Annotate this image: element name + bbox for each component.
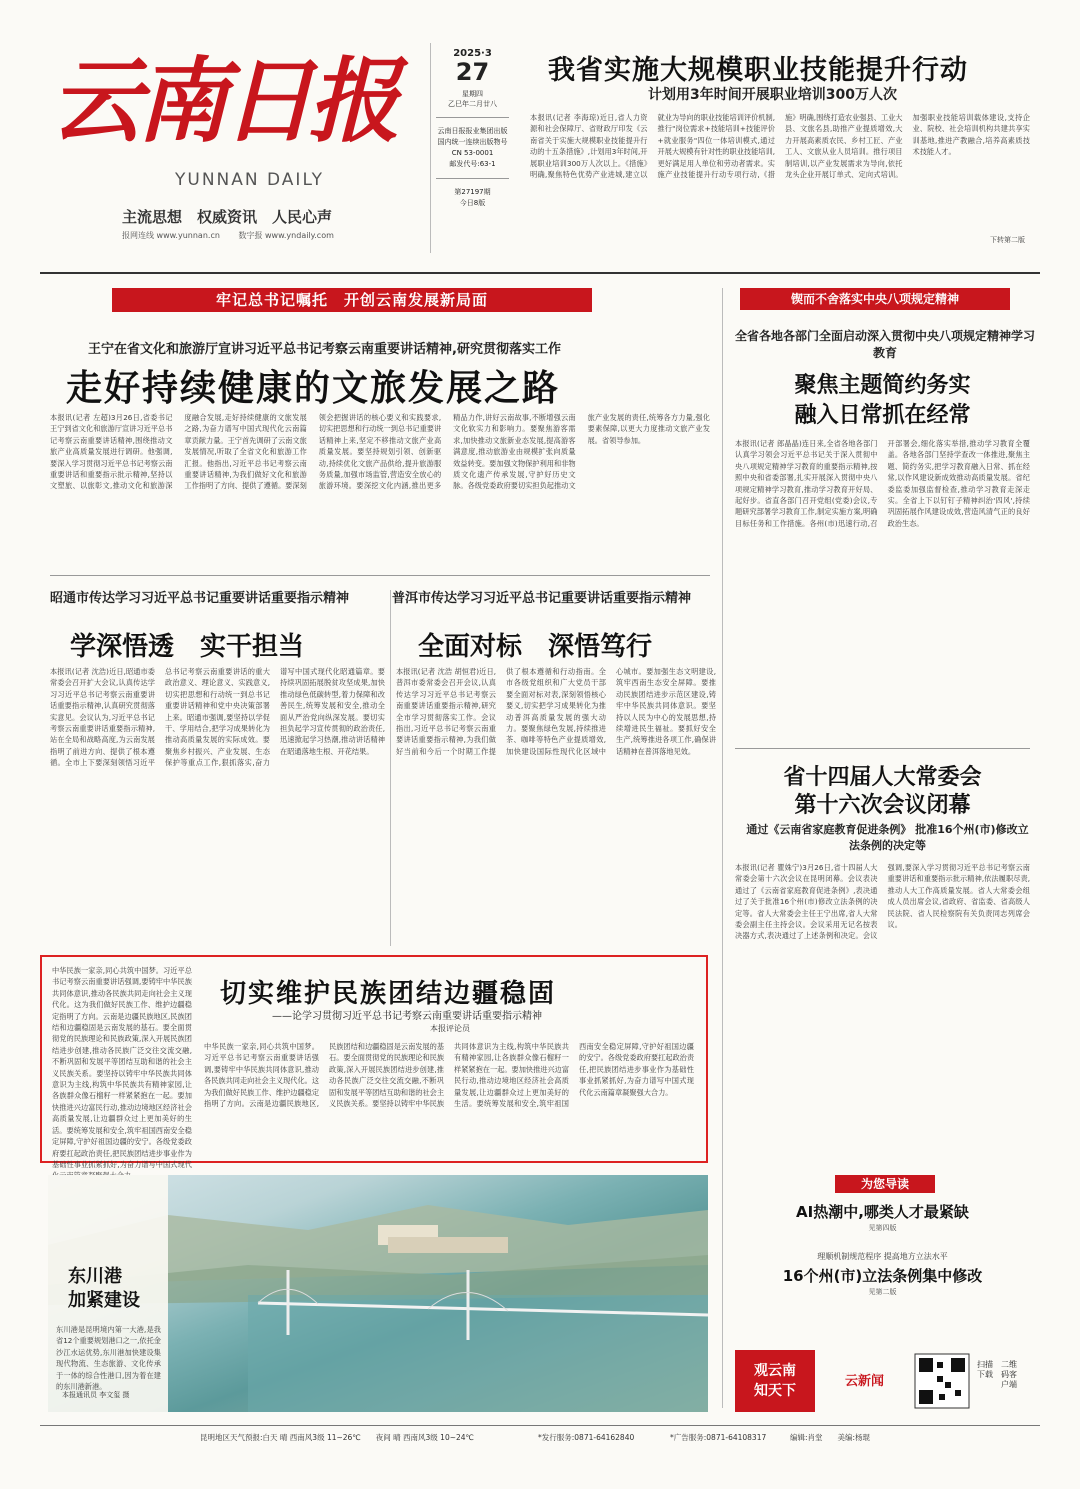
zhaotong-body: 本报讯(记者 沈浩)近日,昭通市委常委会召开扩大会议,认真传达学习习近平总书记考察云南重要讲话重要指示精神,认真研究贯彻落实意见。会议认为,习近平总书记考察云南重要讲话重要指示精神,站在全局和战略高度,为云南发展指明了前进方向、提供了根本遵循。全市上下要深刻领悟习近平总书记考察云南重要讲话的重大政治意义、理论意义、实践意义,切实把思想和行动统一到总书记重要讲话精神和党中央决策部署上来。昭通市强调,要坚持以学促干、学用结合,把学习成果转化为推动高质量发展的实际成效。要聚焦乡村振兴、产业发展、生态保护等重点工作,狠抓落实,奋力谱写中国式现代化昭通篇章。要持续巩固拓展脱贫攻坚成果,加快推动绿色低碳转型,着力保障和改善民生,统筹发展和安全,推动全面从严治党向纵深发展。要切实担负起学习宣传贯彻的政治责任,迅速掀起学习热潮,推动讲话精神在昭通落地生根、开花结果。 [50,667,385,768]
site-links[interactable]: 报网连线 www.yunnan.cn 数字报 www.yndaily.com [122,231,334,240]
page-count: 今日8版 [459,199,486,207]
discipline-body: 本报讯(记者 郎晶晶)连日来,全省各地各部门认真学习领会习近平总书记关于深入贯彻中央八项规定精神学习教育的重要指示精神,按照中央和省委部署,扎实开展深入贯彻中央八项规定精神学习教育,推动学习教育开好局、起好步。省直各部门召开党组(党委)会议,专题研究部署学习教育工作,制定实施方案,明确目标任务和工作措施。各州(市)迅速行动,召开部署会,细化落实举措,推动学习教育全覆盖。各地各部门坚持学查改一体推进,聚焦主题、简约务实,把学习教育融入日常、抓在经常,以作风建设新成效推动高质量发展。省纪委监委加强监督检查,推动学习教育走深走实。全省上下以钉钉子精神纠治'四风',持续巩固拓展作风建设成效,营造风清气正的良好政治生态。 [735,439,1030,528]
distribution-hotline: *发行服务:0871-64162840 [538,1433,635,1442]
editorial-title: 切实维护民族团结边疆稳固 [220,979,557,1009]
qr-code-icon[interactable] [915,1354,969,1408]
puer-title: 全面对标 深悟笃行 [418,632,653,662]
slogan: 主流思想 权威资讯 人民心声 [122,208,333,226]
npc-subtitle: 通过《云南省家庭教育促进条例》 批准16个州(市)修改立法条例的决定等 [746,823,1029,852]
guide-item-2[interactable]: 16个州(市)立法条例集中修改 [782,1267,983,1285]
photo-credit: 本报通讯员 李文玺 摄 [62,1391,130,1399]
date-day: 27 [455,58,490,86]
puer-kicker: 普洱市传达学习习近平总书记重要讲话重要指示精神 [392,591,692,606]
column-divider-right [722,288,723,1408]
lead-story-continue[interactable]: 下转第二版 [990,236,1025,244]
zhaotong-title: 学深悟透 实干担当 [70,632,305,662]
masthead-rule [40,272,1040,274]
photo-caption: 东川港是昆明境内第一大港,是我省12个重要规划港口之一,依托金沙江水运优势,东川港加快建设集现代物流、生态旅游、文化传承于一体的综合性港口,因为着在建的东川港新港。 [56,1325,161,1392]
photo-title: 东川港 加紧建设 [68,1266,140,1311]
scan-hint: 扫描下载 [977,1360,993,1379]
section-divider [50,575,710,576]
scan-hint-2: 二维码客户端 [1001,1360,1017,1389]
guide-box [735,1175,1030,1335]
npc-title-1: 省十四届人大常委会 [783,765,982,790]
publisher: 云南日报报业集团出版 [437,127,508,135]
lunar-date: 乙巳年二月廿八 [448,100,497,108]
editorial-byline: 本报评论员 [430,1024,470,1033]
weather-forecast: 昆明地区天气预报:白天 晴 西南风3级 11~26℃ 夜间 晴 西南风3级 10~24℃ [200,1433,474,1442]
guide-item-1-page: 见第四版 [868,1224,897,1232]
newspaper-logo-en: YUNNAN DAILY [175,170,325,190]
cn-label: 国内统一连续出版物号 [437,138,508,146]
date-block [430,48,515,209]
main-story-body: 本报讯(记者 左超)3月26日,省委书记王宁到省文化和旅游厅宣讲习近平总书记考察云南重要讲话精神,围绕推动文旅产业高质量发展进行调研。他强调,要深入学习贯彻习近平总书记考察云南重要讲话和重要指示批示精神,坚持以文塑旅、以旅彰文,推动文化和旅游深度融合发展,走好持续健康的文旅发展之路,为奋力谱写中国式现代化云南篇章贡献力量。王宁首先调研了云南文旅发展情况,听取了全省文化和旅游工作汇报。他指出,习近平总书记考察云南重要讲话精神,为我们做好文化和旅游工作指明了方向、提供了遵循。要深刻领会把握讲话的核心要义和实践要求,切实把思想和行动统一到总书记重要讲话精神上来,坚定不移推动文旅产业高质量发展。要坚持规划引领、创新驱动,持续优化文旅产品供给,提升旅游服务质量,加强市场监管,营造安全放心的旅游环境。要深挖文化内涵,推出更多精品力作,讲好云南故事,不断增强云南文化软实力和影响力。要聚焦游客需求,加快推动文旅新业态发展,提高游客满意度,推动旅游业由规模扩张向质量效益转变。要加强文物保护利用和非物质文化遗产传承发展,守护好历史文脉。各级党委政府要切实担负起推动文旅产业发展的责任,统筹各方力量,强化要素保障,以更大力度推动文旅产业发展。省领导参加。 [50,413,710,491]
editor-credit: 编辑:肖堂 美编:杨琨 [790,1433,871,1442]
guide-header: 为您导读 [835,1175,935,1193]
masthead [40,38,1040,278]
column-divider [390,590,391,946]
discipline-kicker: 全省各地各部门全面启动深入贯彻中央八项规定精神学习教育 [735,329,1036,360]
footer-rule [40,1425,1040,1426]
puer-body: 本报讯(记者 沈浩 胡恒君)近日,普洱市委常委会召开会议,认真传达学习习近平总书记考察云南重要讲话重要指示精神,研究全市学习贯彻落实工作。会议指出,习近平总书记考察云南重要讲话重要指示精神,为我们做好当前和今后一个时期工作提供了根本遵循和行动指南。全市各级党组织和广大党员干部要全面对标对表,深刻领悟核心要义,切实把学习成果转化为推动普洱高质量发展的强大动力。要聚焦绿色发展,持续推进茶、咖啡等特色产业提质增效,加快建设国际性现代化区域中心城市。要加强生态文明建设,筑牢西南生态安全屏障。要推动民族团结进步示范区建设,铸牢中华民族共同体意识。要坚持以人民为中心的发展思想,持续增进民生福祉。要抓好安全生产,统筹推进各项工作,确保讲话精神在普洱落地见效。 [396,667,716,756]
main-story-title: 走好持续健康的文旅发展之路 [66,368,561,409]
npc-body: 本报讯(记者 瞿姝宁)3月26日,省十四届人大常委会第十六次会议在昆明闭幕。会议表决通过了《云南省家庭教育促进条例》,表决通过了关于批准16个州(市)修改立法条例的决定等。省人大常委会主任王宁出席,省人大常委会副主任主持会议。会议采用无记名按表决器方式,表决通过了上述条例和决定。会议强调,要深入学习贯彻习近平总书记考察云南重要讲话和重要指示批示精神,依法履职尽责,推动人大工作高质量发展。省人大常委会组成人员出席会议,省政府、省监委、省高级人民法院、省人民检察院有关负责同志列席会议。 [735,863,1030,941]
editorial-subtitle: ——论学习贯彻习近平总书记考察云南重要讲话重要指示精神 [272,1011,542,1022]
editorial-body: 中华民族一家亲,同心共筑中国梦。习近平总书记考察云南重要讲话强调,要铸牢中华民族共同体意识,推动各民族共同走向社会主义现代化。这为我们做好民族工作、维护边疆稳定指明了方向。云南是边疆民族地区,民族团结和边疆稳固是云南发展的基石。要全面贯彻党的民族理论和民族政策,深入开展民族团结进步创建,推动各民族广泛交往交流交融,不断巩固和发展平等团结互助和谐的社会主义民族关系。要坚持以铸牢中华民族共同体意识为主线,构筑中华民族共有精神家园,让各族群众像石榴籽一样紧紧抱在一起。要加快推进兴边富民行动,推动边境地区经济社会高质量发展,让边疆群众过上更加美好的生活。要统筹发展和安全,筑牢祖国西南安全稳定屏障,守护好祖国边疆的安宁。各级党委政府要扛起政治责任,把民族团结进步事业作为基础性事业抓紧抓好,为奋力谱写中国式现代 [52,966,192,1169]
guide-item-1[interactable]: AI热潮中,哪类人才最紧缺 [796,1203,969,1221]
discipline-title-2: 融入日常抓在经常 [794,403,971,428]
guide-item-2-page: 见第二版 [868,1288,897,1296]
right-section-divider [735,748,1030,749]
newspaper-logo: 云南日报 [50,47,395,155]
promo-box [735,1350,1030,1412]
issue-number: 第27197期 [454,188,491,196]
main-story-kicker: 王宁在省文化和旅游厅宣讲习近平总书记考察云南重要讲话精神,研究贯彻落实工作 [88,342,561,357]
theme-banner: 牢记总书记嘱托 开创云南发展新局面 [112,288,592,312]
weekday: 星期四 [462,90,483,98]
ad-hotline: *广告服务:0871-64108317 [670,1433,767,1442]
cn-number: CN 53-0001 [451,149,494,157]
zhaotong-kicker: 昭通市传达学习习近平总书记重要讲话重要指示精神 [50,591,350,606]
guide-item-2-kicker: 理顺机制规范程序 提高地方立法水平 [817,1252,948,1261]
app-logo[interactable]: 云新闻 [845,1374,885,1389]
discipline-title-1: 聚焦主题简约务实 [794,373,971,398]
post-code: 邮发代号:63-1 [449,160,496,168]
editorial-body-cont: 中华民族一家亲,同心共筑中国梦。习近平总书记考察云南重要讲话强调,要铸牢中华民族共同体意识,推动各民族共同走向社会主义现代化。这为我们做好民族工作、维护边疆稳定指明了方向。云南是边疆民族地区,民族团结和边疆稳固是云南发展的基石。要全面贯彻党的民族理论和民族政策,深入开展民族团结进步创建,推动各民族广泛交往交流交融,不断巩固和发展平等团结互助和谐的社会主义民族关系。要坚持以铸牢中华民族共同体意识为主线,构筑中华民族共有精神家园,让各族群众像石榴籽一样紧紧抱在一起。要加快推进兴边富民行动,推动边境地区经济社会高质量发展,让边疆群众过上更加美好的生活。要统筹发展和安全,筑牢祖国西南安全稳定屏障,守护好祖国边疆的安宁。各级党委政府要扛起政治责任,把民族团结进步事业作为基础性事业抓紧抓好,为奋力谱写中国式现代化云南篇章凝聚强大合力。 [204,1042,695,1109]
lead-story-subtitle: 计划用3年时间开展职业培训300万人次 [648,87,897,103]
lead-story-title: 我省实施大规模职业技能提升行动 [548,55,968,86]
editorial-box [40,955,708,1169]
lead-story-body: 本报讯(记者 李海琼)近日,省人力资源和社会保障厅、省财政厅印发《云南省关于实施大规模职业技能提升行动的十五条措施》,计划用3年时间,开展职业培训300万人次以上。《措施》明确,聚焦特色优势产业进城,建立以就业为导向的职业技能培训评价机制,推行"岗位需求+技能培训+技能评价+就业服务"四位一体培训模式,通过开展大规模有针对性的职业技能培训,更好满足用人单位和劳动者需求。实施产业技能提升行动专项行动,《措施》明确,围绕打造农业强县、工业大县、文旅名县,助推产业提质增效,大力开展高素质农民、乡村工匠、产业工人、文旅从业人员培训。推行项目制培训,以产业发展需求为导向,依托龙头企业开展订单式、定向式培训。加强职业技能培训载体建设,支持企业、院校、社会培训机构共建共享实训基地,推进产教融合,培养高素质技术技能人才。 [530,113,1030,180]
promo-label: 观云南 知天下 [735,1350,815,1412]
discipline-banner: 锲而不舍落实中央八项规定精神 [740,288,1010,310]
date-year-month: 2025·3 [453,48,492,59]
npc-title-2: 第十六次会议闭幕 [794,793,971,818]
